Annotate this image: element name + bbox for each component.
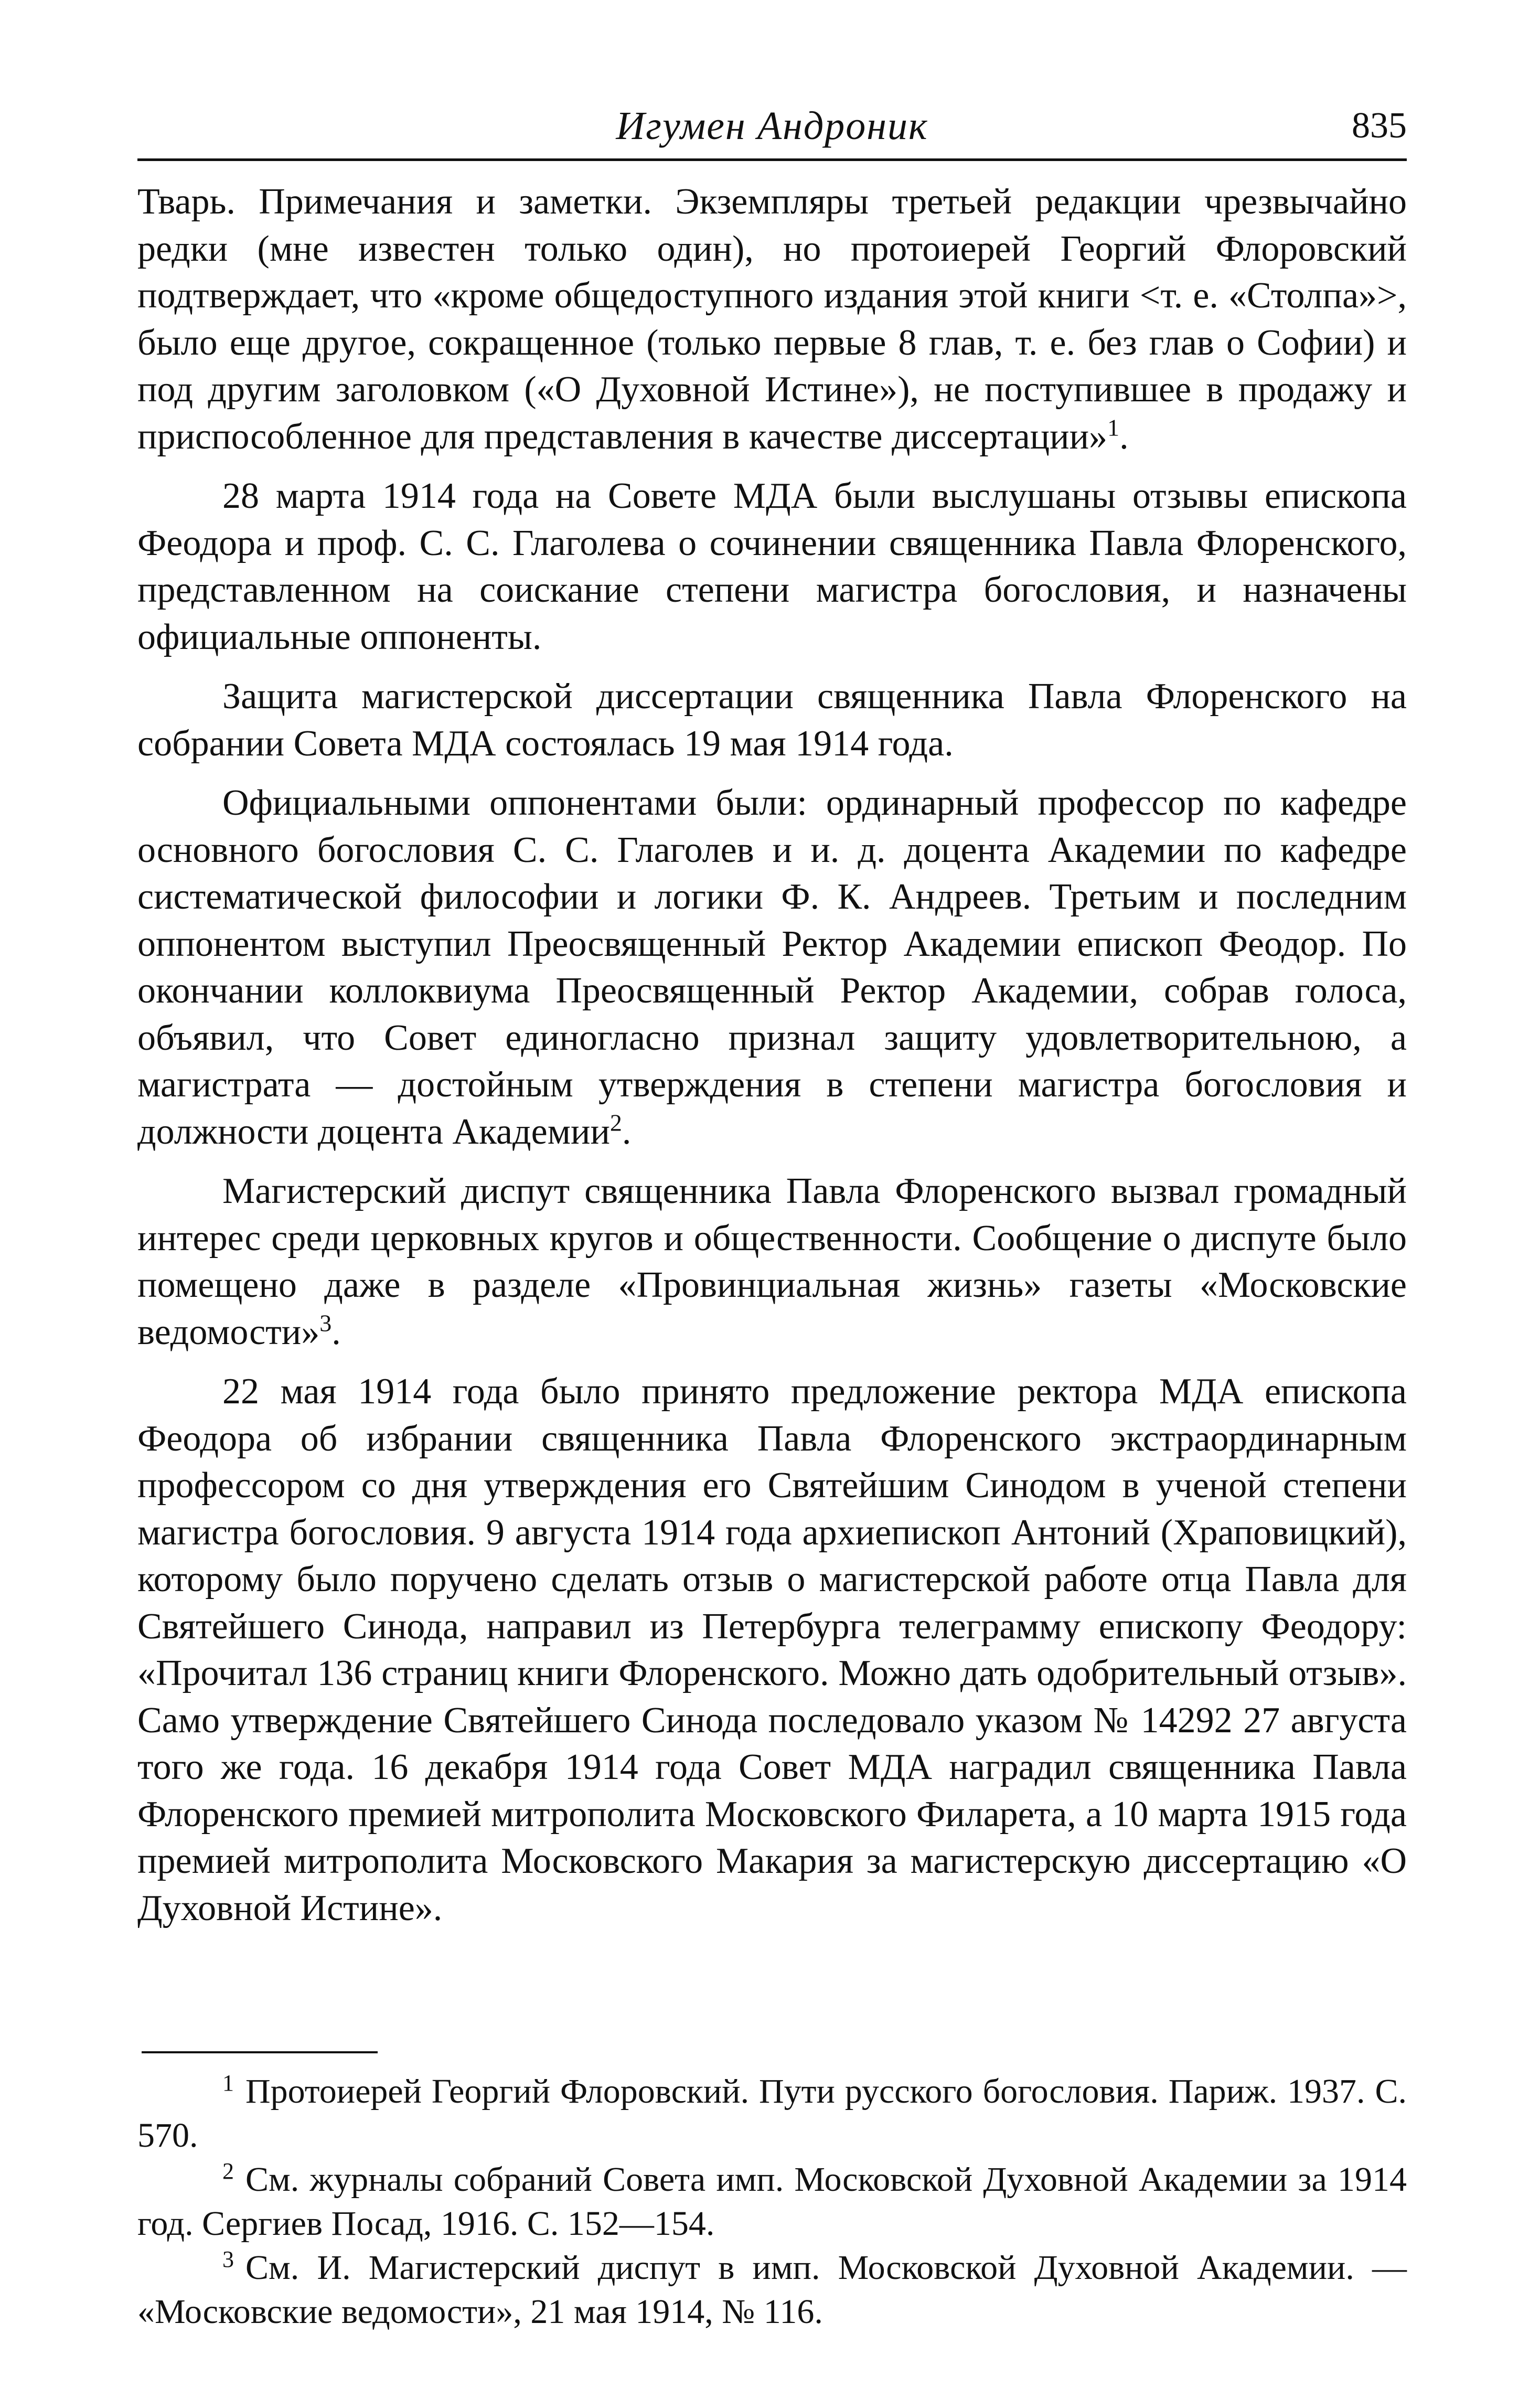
paragraph-2: 28 марта 1914 года на Совете МДА были выслушаны отзывы епископа Феодора и проф. С. С. Глаголева о сочинении священника Павла Флоренского, представленном на соискание степени магистра богословия, и назначены официальные оппоненты. [137,476,1407,657]
footnote-2-mark: 2 [222,2158,234,2184]
running-head [137,100,1407,157]
footnote-3 [137,2246,1407,2334]
footnote-ref-3: 3 [319,1309,332,1337]
header-rule [137,158,1407,161]
main-text [137,178,1407,1944]
paragraph-1-text: Тварь. Примечания и заметки. Экземпляры третьей редакции чрезвычайно редки (мне известен только один), но протоиерей Георгий Флоровский подтверждает, что «кроме общедоступного издания этой книги <т. е. «Столпа»>, было еще другое, сокращенное (только первые 8 глав, т. е. без глав о Софии) и под другим заголовком («О Духовной Истине»), не поступившее в продажу и приспособленное для представления в качестве диссертации» [137,182,1407,457]
footnote-2 [137,2158,1407,2246]
paragraph-5-end: . [331,1312,341,1352]
footnote-ref-1: 1 [1107,414,1120,441]
footnote-rule [142,2051,378,2053]
footnote-ref-2: 2 [609,1109,622,1136]
footnotes [137,2070,1407,2334]
paragraph-1 [137,178,1407,460]
paragraph-5-text: Магистерский диспут священника Павла Флоренского вызвал громадный интерес среди церковных кругов и общественности. Сообщение о диспуте было помещено даже в разделе «Провинциальная жизнь» газеты «Московские ведомости» [137,1171,1407,1352]
running-title: Игумен Андроник [616,104,928,148]
paragraph-1-end: . [1119,416,1129,457]
paragraph-4-text: Официальными оппонентами были: ординарный профессор по кафедре основного богословия С. С. Глаголев и и. д. доцента Академии по кафедре систематической философии и логики Ф. К. Андреев. Третьим и последним оппонентом выступил Преосвященный Ректор Академии епископ Феодор. По окончании коллоквиума Преосвященный Ректор Академии, собрав голоса, объявил, что Совет единогласно признал защиту удовлетворительною, а магистрата — достойным утверждения в степени магистра богословия и должности доцента Академии [137,783,1407,1152]
footnote-1-mark: 1 [222,2070,234,2096]
page-number: 835 [1352,105,1407,146]
footnote-2-text: См. журналы собраний Совета имп. Московской Духовной Академии за 1914 год. Сергиев Посад, 1916. С. 152—154. [137,2160,1407,2243]
footnote-3-text: См. И. Магистерский диспут в имп. Московской Духовной Академии. — «Московские ведомости», 21 мая 1914, № 116. [137,2248,1407,2331]
footnote-1 [137,2070,1407,2158]
paragraph-3: Защита магистерской диссертации священника Павла Флоренского на собрании Совета МДА состоялась 19 мая 1914 года. [137,676,1407,764]
footnote-3-mark: 3 [222,2246,234,2272]
paragraph-5 [137,1168,1407,1356]
paragraph-4 [137,780,1407,1155]
paragraph-6: 22 мая 1914 года было принято предложение ректора МДА епископа Феодора об избрании священника Павла Флоренского экстраординарным профессором со дня утверждения его Святейшим Синодом в ученой степени магистра богословия. 9 августа 1914 года архиепископ Антоний (Храповицкий), которому было поручено сделать отзыв о магистерской работе отца Павла для Святейшего Синода, направил из Петербурга телеграмму епископу Феодору: «Прочитал 136 страниц книги Флоренского. Можно дать одобрительный отзыв». Само утверждение Святейшего Синода последовало указом № 14292 27 августа того же года. 16 декабря 1914 года Совет МДА наградил священника Павла Флоренского премией митрополита Московского Филарета, а 10 марта 1915 года премией митрополита Московского Макария за магистерскую диссертацию «О Духовной Истине». [137,1371,1407,1928]
footnote-1-text: Протоиерей Георгий Флоровский. Пути русского богословия. Париж. 1937. С. 570. [137,2072,1407,2155]
paragraph-4-end: . [622,1111,632,1152]
